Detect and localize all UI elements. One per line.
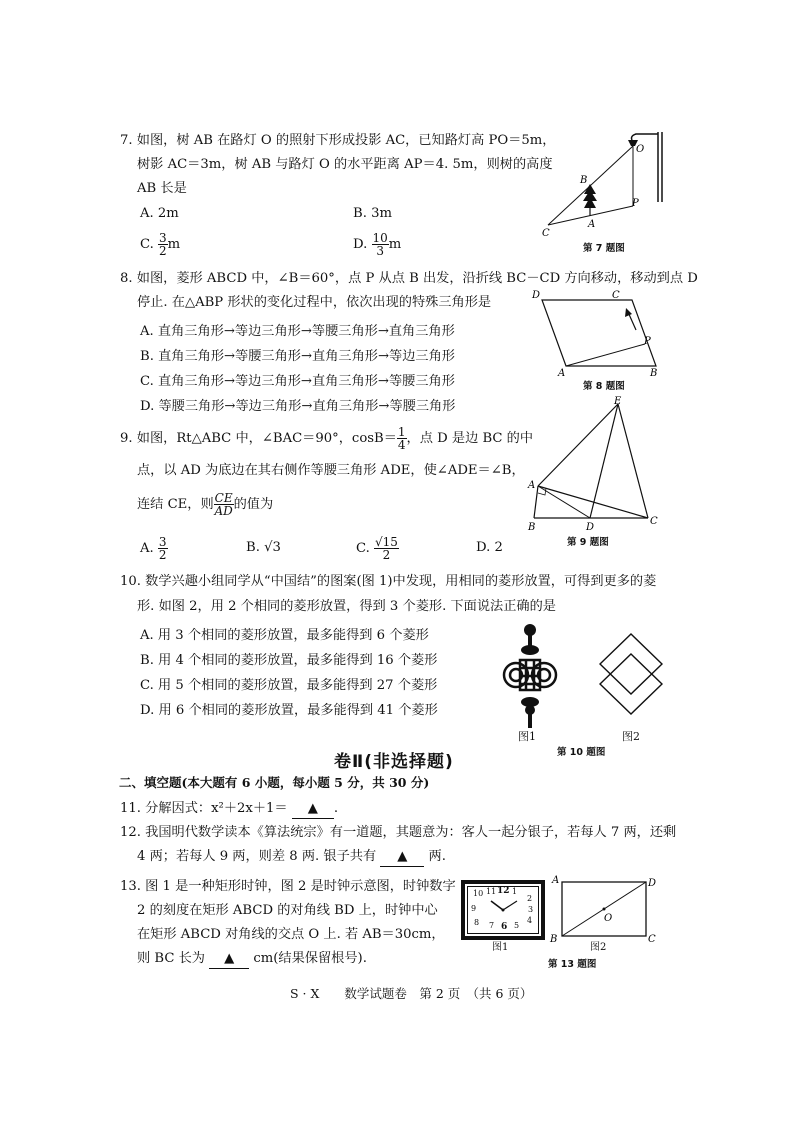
q9-line-2: 点，以 AD 为底边在其右侧作等腰三角形 ADE，使∠ADE＝∠B，	[137, 463, 525, 478]
q7-line-3: AB 长是	[137, 181, 187, 196]
q13-label-o: O	[604, 913, 613, 924]
q8-label-a: A	[558, 368, 566, 378]
q7-label-a: A	[588, 219, 596, 230]
q12-line-1: 12. 我国明代数学读本《算法统宗》有一道题，其题意为：客人一起分银子，若每人 7 两，还剩	[120, 825, 677, 840]
q13-label-a: A	[552, 875, 560, 886]
q7-option-c	[140, 232, 180, 257]
q7-option-c-prefix: C.	[140, 237, 154, 252]
clock-number-12: 12	[497, 886, 510, 896]
q9-line-1-end: ，点 D 是边 BC 的中	[406, 431, 534, 446]
chinese-knot-image	[494, 620, 566, 730]
q13-line-2: 2 的刻度在矩形 ABCD 的对角线 BD 上，时钟中心	[137, 903, 438, 918]
q12-line-2-start: 4 两；若每人 9 两，则差 8 两. 银子共有	[137, 849, 377, 864]
q7-option-c-unit: m	[167, 237, 181, 252]
q7-label-b: B	[580, 175, 588, 186]
q9-option-a-numerator: 3	[158, 535, 167, 549]
q9-cos-denominator: 4	[397, 438, 406, 452]
q13-rectangle-figure	[546, 874, 662, 946]
q7-option-d-denominator: 3	[376, 244, 384, 258]
q9-label-c: C	[650, 516, 658, 527]
clock-number-1: 1	[512, 887, 518, 896]
q13-label-d: D	[648, 878, 657, 889]
part-2-title: 卷Ⅱ(非选择题)	[334, 752, 454, 772]
q9-option-a	[140, 536, 168, 561]
q7-line-2: 树影 AC＝3m，树 AB 与路灯 O 的水平距离 AP＝4. 5m，则树的高度	[137, 157, 553, 172]
q10-line-1: 10. 数学兴趣小组同学从“中国结”的图案(图 1)中发现，用相同的菱形放置，可得到更多的菱	[120, 574, 657, 589]
q7-label-p: P	[632, 198, 639, 209]
q13-line-1: 13. 图 1 是一种矩形时钟，图 2 是时钟示意图，时钟数字	[120, 879, 456, 894]
q9-label-b: B	[528, 522, 536, 533]
q7-caption: 第 7 题图	[583, 243, 625, 254]
q9-ratio-numerator: CE	[214, 491, 233, 505]
q8-option-b: B. 直角三角形→等腰三角形→直角三角形→等边三角形	[140, 349, 455, 364]
clock-number-10: 10	[473, 889, 484, 898]
q9-option-a-prefix: A.	[140, 541, 154, 556]
q9-label-a: A	[528, 480, 536, 491]
q7-option-c-denominator: 2	[159, 244, 167, 258]
q10-option-d: D. 用 6 个相同的菱形放置，最多能得到 41 个菱形	[140, 703, 438, 718]
q10-line-2: 形. 如图 2，用 2 个相同的菱形放置，得到 3 个菱形. 下面说法正确的是	[137, 599, 556, 614]
q7-option-d-fraction	[372, 232, 389, 257]
q9-line-3-end: 的值为	[233, 497, 274, 512]
clock-number-11: 11	[486, 887, 497, 896]
q11-answer-blank[interactable]: ▲	[292, 800, 334, 819]
q8-line-1: 8. 如图，菱形 ABCD 中，∠B＝60°，点 P 从点 B 出发，沿折线 BC－CD 方向移动，移动到点 D	[120, 271, 698, 286]
q13-label-b: B	[550, 934, 558, 945]
q8-figure	[528, 286, 668, 378]
clock-number-6: 6	[501, 922, 508, 932]
q8-label-p: P	[644, 336, 651, 347]
q10-option-c: C. 用 5 个相同的菱形放置，最多能得到 27 个菱形	[140, 678, 438, 693]
q9-cos-numerator: 1	[397, 425, 406, 439]
q7-option-d-numerator: 10	[372, 231, 388, 245]
q8-label-b: B	[650, 368, 658, 378]
clock-number-7: 7	[489, 921, 495, 930]
q9-line-3	[137, 492, 273, 517]
q7-label-o: O	[636, 144, 645, 155]
q8-option-c: C. 直角三角形→等边三角形→直角三角形→等腰三角形	[140, 374, 455, 389]
q7-option-c-numerator: 3	[159, 231, 167, 245]
q9-option-c-denominator: 2	[382, 548, 391, 562]
q9-caption: 第 9 题图	[567, 537, 609, 548]
q10-option-b: B. 用 4 个相同的菱形放置，最多能得到 16 个菱形	[140, 653, 438, 668]
q10-caption: 第 10 题图	[557, 747, 606, 758]
rectangular-clock-image	[461, 880, 545, 940]
q10-fig1-label: 图1	[518, 730, 536, 743]
q7-option-d	[353, 232, 401, 257]
q13-line-4-end: cm(结果保留根号).	[253, 951, 367, 966]
q13-caption: 第 13 题图	[548, 959, 597, 970]
q9-option-a-denominator: 2	[158, 548, 167, 562]
q9-line-1-start: 9. 如图，Rt△ABC 中，∠BAC＝90°，cosB＝	[120, 431, 397, 446]
clock-number-3: 3	[528, 905, 534, 914]
q9-ratio-fraction	[214, 492, 234, 517]
clock-number-9: 9	[471, 904, 477, 913]
q7-option-d-prefix: D.	[353, 237, 368, 252]
q13-line-4	[137, 950, 367, 969]
q12-answer-blank[interactable]: ▲	[380, 848, 424, 867]
q13-fig2-label: 图2	[590, 942, 607, 953]
q9-option-b: B. √3	[246, 540, 281, 555]
q9-label-d: D	[586, 522, 595, 533]
q13-label-c: C	[648, 934, 656, 945]
q13-answer-blank[interactable]: ▲	[209, 950, 249, 969]
page-footer: S · X 数学试题卷 第 2 页 （共 6 页）	[290, 986, 533, 1001]
two-rhombi-figure	[596, 630, 668, 722]
q7-figure	[540, 128, 670, 240]
q12-line-2	[137, 848, 446, 867]
q9-option-c-numerator: √15	[375, 535, 398, 549]
q8-label-d: D	[532, 290, 541, 301]
q12-line-2-end: 两.	[428, 849, 446, 864]
q9-line-3-start: 连结 CE，则	[137, 497, 214, 512]
q8-label-c: C	[612, 290, 620, 301]
q9-ratio-denominator: AD	[214, 504, 233, 518]
q11-text: 11. 分解因式：x²＋2x＋1＝	[120, 801, 288, 816]
q7-option-c-fraction	[158, 232, 168, 257]
q9-label-e: E	[614, 396, 622, 407]
q8-caption: 第 8 题图	[583, 381, 625, 392]
clock-number-2: 2	[527, 894, 533, 903]
q11-end: .	[333, 801, 339, 816]
q8-line-2: 停止. 在△ABP 形状的变化过程中，依次出现的特殊三角形是	[137, 295, 492, 310]
q10-option-a: A. 用 3 个相同的菱形放置，最多能得到 6 个菱形	[140, 628, 429, 643]
q13-line-4-start: 则 BC 长为	[137, 951, 205, 966]
q8-option-a: A. 直角三角形→等边三角形→等腰三角形→直角三角形	[140, 324, 455, 339]
q9-line-1	[120, 426, 533, 451]
q9-option-a-fraction	[158, 536, 168, 561]
q7-option-d-unit: m	[388, 237, 402, 252]
q9-option-d: D. 2	[476, 540, 503, 555]
q7-line-1: 7. 如图，树 AB 在路灯 O 的照射下形成投影 AC，已知路灯高 PO＝5m，	[120, 133, 556, 148]
q9-figure	[524, 396, 666, 534]
q13-fig1-label: 图1	[492, 942, 509, 953]
q7-label-c: C	[542, 228, 550, 239]
clock-number-5: 5	[514, 921, 520, 930]
clock-number-8: 8	[474, 918, 480, 927]
q13-line-3: 在矩形 ABCD 对角线的交点 O 上. 若 AB＝30cm，	[137, 927, 445, 942]
clock-hands	[465, 884, 541, 936]
question-11	[120, 800, 338, 819]
q7-option-b: B. 3m	[353, 206, 392, 221]
q7-option-a: A. 2m	[140, 206, 179, 221]
q9-cos-fraction	[397, 426, 407, 451]
clock-number-4: 4	[527, 916, 533, 925]
section-2-heading: 二、填空题(本大题有 6 小题，每小题 5 分，共 30 分)	[119, 775, 430, 790]
q10-fig2-label: 图2	[622, 730, 640, 743]
q8-option-d: D. 等腰三角形→等边三角形→直角三角形→等腰三角形	[140, 399, 456, 414]
q9-option-c-fraction	[374, 536, 399, 561]
q9-option-c-prefix: C.	[356, 541, 370, 556]
q9-option-c	[356, 536, 399, 561]
